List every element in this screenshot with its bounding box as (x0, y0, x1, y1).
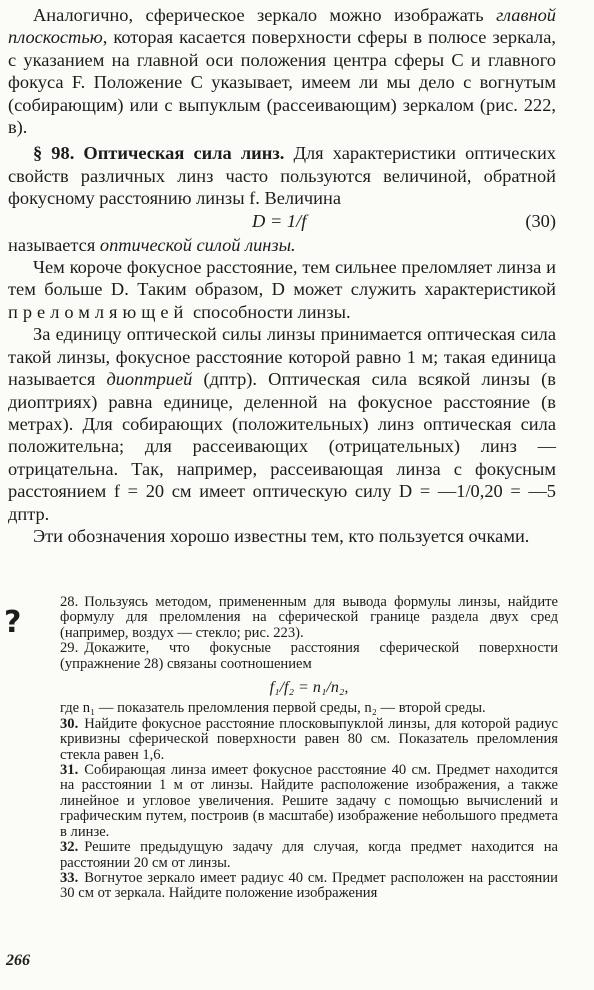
paragraph-text: Аналогично, сферическое зеркало можно изображать (33, 5, 484, 25)
exercise-number: 28. (60, 594, 79, 610)
exercise-30 (60, 717, 558, 763)
italic-term: диоптрией (106, 369, 193, 390)
exercise-29-tail: где n₁ — показатель преломления первой среды, n₂ — второй среды. (60, 700, 486, 717)
italic-term: главной плоскостью (8, 5, 556, 48)
paragraph-text: Для характеристики оптических свойств различных линз часто пользуются величиной, обратной фокусному расстоянию линзы f. Величина (8, 143, 556, 209)
paragraph-definition (8, 234, 556, 256)
paragraph-text: За единицу оптической силы линзы принимается оптическая сила такой линзы, фокусное расстояние которой равно 1 м; такая единица называется (8, 324, 556, 390)
exercise-text: Найдите фокусное расстояние плосковыпуклой линзы, для которой радиус кривизны сферической поверхности равен 80 см. Показатель преломления стекла равен 1,6. (60, 715, 558, 763)
formula-30 (8, 210, 556, 234)
exercise-text: Решите предыдущую задачу для случая, когда предмет находится на расстоянии 20 см от линзы. (60, 839, 558, 871)
italic-term: оптической силой линзы. (99, 234, 296, 255)
formula-number: (30) (525, 210, 556, 231)
exercise-text: Вогнутое зеркало имеет радиус 40 см. Предмет расположен на расстоянии 30 см от зеркала. Найдите положение изображения (60, 869, 558, 902)
exercise-32 (60, 840, 558, 871)
paragraph-text: , которая касается поверхности сферы в полюсе зеркала, с указанием на главной оси положения центра сферы C и главного фокуса F. Положение C указывает, имеем ли мы дело с вогнутым (собирающим) или с выпуклым (рассеивающим) зеркалом (рис. 222, в). (8, 27, 556, 138)
exercise-33 (60, 871, 558, 902)
exercise-number: 31. (60, 762, 79, 779)
section-98 (8, 142, 556, 209)
page-number: 266 (6, 952, 30, 969)
formula-expression: D = 1/f (252, 210, 307, 231)
exercise-text: Докажите, что фокусные расстояния сферической поверхности (упражнение 28) связаны соотношением (60, 640, 558, 672)
spaced-term: преломляющей (8, 301, 189, 322)
exercise-29 (60, 641, 558, 672)
paragraph-text: Чем короче фокусное расстояние, тем сильнее преломляет линза и тем больше D. Таким образом, D может служить характеристикой (8, 257, 556, 300)
question-mark-icon: ? (4, 605, 22, 640)
exercise-28 (60, 595, 558, 641)
paragraph-mirror (8, 4, 556, 138)
paragraph-text: (дптр). Оптическая сила всякой линзы (в диоптриях) равна единице, деленной на фокусное расстояние (в метрах). Для собирающих (положительных) линз оптическая сила положительна; для рассеивающих (отрицательных) линз — отрицательна. Так, например, рассеивающая линза с фокусным расстоянием f = 20 см имеет оптическую силу D = —1/0,20 = —5 дптр. (8, 369, 556, 524)
exercise-29-formula: f₁/f₂ = n₁/n₂, (269, 679, 349, 697)
exercise-text: Собирающая линза имеет фокусное расстояние 40 см. Предмет находится на расстоянии 1 м от линзы. Найдите расположение изображения, а также линейное и угловое увеличения. Решите задачу с помощью вычислений и графическим путем, построив (в масштабе) изображение небольшого предмета в линзе. (60, 762, 558, 840)
exercise-number: 30. (60, 715, 79, 732)
exercise-number: 32. (60, 839, 79, 856)
paragraph-glasses (8, 525, 556, 547)
exercise-31 (60, 763, 558, 840)
section-heading: § 98. Оптическая сила линз. (33, 143, 285, 164)
paragraph-text: Эти обозначения хорошо известны тем, кто пользуется очками. (33, 525, 530, 546)
main-text (8, 4, 556, 547)
paragraph-focal (8, 256, 556, 323)
paragraph-text: называется (8, 234, 100, 255)
paragraph-diopter (8, 323, 556, 525)
paragraph-text: способности линзы. (188, 301, 351, 322)
exercises-block (60, 595, 558, 902)
exercise-number: 29. (60, 640, 79, 657)
exercise-number: 33. (60, 869, 79, 886)
exercise-text: Пользуясь методом, примененным для вывода формулы линзы, найдите формулу для преломления на сферической границе раздела двух сред (например, воздух — стекло; рис. 223). (60, 594, 558, 641)
